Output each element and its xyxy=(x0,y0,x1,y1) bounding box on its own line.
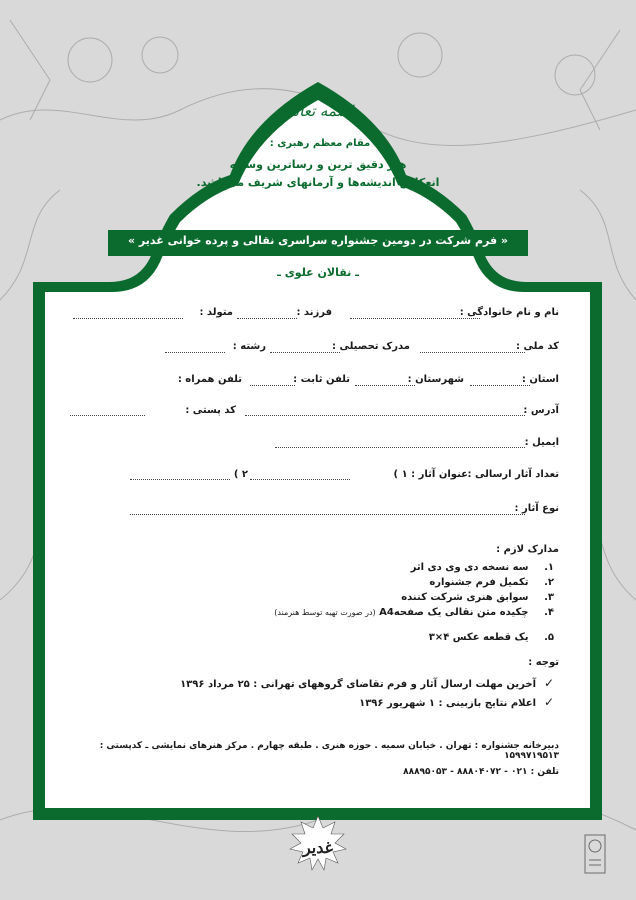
list-text: سه نسخه دی وی دی اثر xyxy=(410,562,529,573)
list-text: یک قطعه عکس ۴×۳ xyxy=(428,632,529,643)
work-title-1-input[interactable] xyxy=(250,479,350,480)
landline-input[interactable] xyxy=(250,385,295,386)
work-type-label: نوع آثار : xyxy=(514,503,559,514)
quote-line-2: انعکاس اندیشه‌ها و آرمانهای شریف می‌باشد. xyxy=(196,176,440,189)
list-item xyxy=(134,676,554,695)
province-input[interactable] xyxy=(470,385,530,386)
checkmark-icon: ✓ xyxy=(543,695,554,709)
phone-numbers: تلفن : ۰۲۱ - ۸۸۸۰۴۰۷۲ - ۸۸۸۹۵۰۵۳ xyxy=(403,767,559,777)
calligraphy-logo: باسمه تعالی xyxy=(282,102,358,120)
list-note: (در صورت تهیه توسط هنرمند) xyxy=(274,608,376,617)
work-title-2-input[interactable] xyxy=(130,479,230,480)
education-input[interactable] xyxy=(270,352,340,353)
notes-heading: توجه : xyxy=(528,657,559,668)
work-type-input[interactable] xyxy=(130,514,525,515)
list-item xyxy=(194,560,554,575)
email-label: ایمیل : xyxy=(524,437,559,448)
form-subtitle: ـ نقالان علوی ـ xyxy=(277,266,359,279)
education-label: مدرک تحصیلی : xyxy=(331,341,410,352)
work-title-label: عنوان آثار : ۱ ) xyxy=(393,469,468,480)
form-title: « فرم شرکت در دومین جشنواره سراسری نقالی و پرده خوانی غدیر » xyxy=(128,234,508,247)
landline-label: تلفن ثابت : xyxy=(293,374,350,385)
leader-attribution: مقام معظم رهبری : xyxy=(269,138,371,149)
major-label: رشته : xyxy=(232,341,266,352)
list-item xyxy=(194,605,554,630)
note-text: اعلام نتایج بازبینی : ۱ شهریور ۱۳۹۶ xyxy=(359,698,536,709)
list-text: سوابق هنری شرکت کننده xyxy=(401,592,529,603)
child-of-input[interactable] xyxy=(237,318,297,319)
works-count-label: تعداد آثار ارسالی : xyxy=(467,469,559,480)
city-input[interactable] xyxy=(355,385,415,386)
address-input[interactable] xyxy=(245,415,525,416)
list-number: ۱. xyxy=(544,562,554,573)
name-label: نام و نام خانوادگی : xyxy=(459,307,559,318)
documents-list xyxy=(194,560,554,645)
checkmark-icon: ✓ xyxy=(543,676,554,690)
born-input[interactable] xyxy=(73,318,183,319)
address-label: آدرس : xyxy=(523,405,559,416)
list-item xyxy=(194,590,554,605)
festival-logo-text: غدیر xyxy=(302,838,334,857)
province-label: استان : xyxy=(521,374,559,385)
note-text: آخرین مهلت ارسال آثار و فرم تقاضای گروههای تهرانی : ۲۵ مرداد ۱۳۹۶ xyxy=(180,679,536,690)
email-input[interactable] xyxy=(275,447,525,448)
list-number: ۴. xyxy=(544,607,554,618)
secretariat-address: دبیرخانه جشنواره : تهران . خیابان سمیه . حوزه هنری . طبقه چهارم . مرکز هنرهای نمایشی ـ کدپستی : ۱۵۹۹۷۱۹۵۱۳ xyxy=(99,741,559,761)
born-label: متولد : xyxy=(199,307,233,318)
list-item xyxy=(194,630,554,645)
national-id-label: کد ملی : xyxy=(516,341,559,352)
major-input[interactable] xyxy=(165,352,225,353)
mobile-label: تلفن همراه : xyxy=(177,374,242,385)
quote-line-1: هنر دقیق ترین و رساترین وسیله xyxy=(229,158,407,171)
city-label: شهرستان : xyxy=(407,374,464,385)
list-item xyxy=(194,575,554,590)
list-text: چکیده متن نقالی یک صفحهA4 xyxy=(379,607,529,618)
postal-code-label: کد پستی : xyxy=(185,405,236,416)
national-id-input[interactable] xyxy=(420,352,525,353)
list-number: ۳. xyxy=(544,592,554,603)
documents-heading: مدارک لازم : xyxy=(496,544,559,555)
emblem-icon xyxy=(584,834,606,874)
list-number: ۲. xyxy=(544,577,554,588)
work-title-2-label: ۲ ) xyxy=(233,469,248,480)
list-text: تکمیل فرم جشنواره xyxy=(429,577,529,588)
list-item xyxy=(134,695,554,714)
postal-code-input[interactable] xyxy=(70,415,145,416)
child-of-label: فرزند : xyxy=(296,307,332,318)
notes-list xyxy=(134,676,554,714)
list-number: ۵. xyxy=(544,632,554,643)
name-input[interactable] xyxy=(350,318,480,319)
